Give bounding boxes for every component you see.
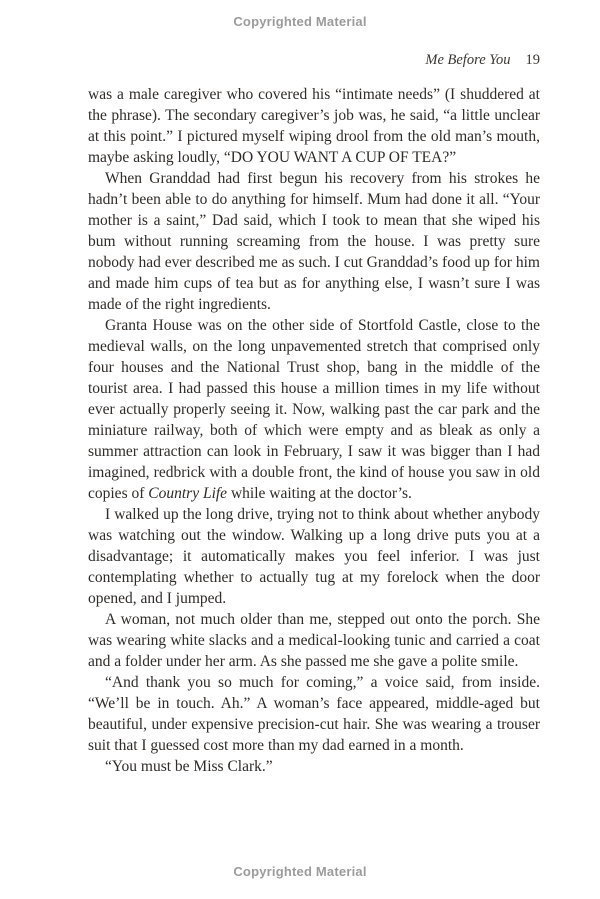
text-segment: When Granddad had first begun his recovery from his strokes he hadn’t been able to do anything for himself. Mum had done it all. “Your mother is a saint,” Dad said, which I took to mean that she wiped his bum without running screaming from the house. I was pretty sure nobody had ever described me as such. I cut Granddad’s food up for him and made him cups of tea but as for anything else, I wasn’t sure I was made of the right ingredients. — [88, 170, 540, 313]
copyright-notice-bottom: Copyrighted Material — [233, 864, 367, 879]
body-text — [88, 84, 540, 777]
paragraph — [88, 504, 540, 609]
paragraph — [88, 756, 540, 777]
copyright-notice-top: Copyrighted Material — [233, 14, 367, 29]
text-segment: Granta House was on the other side of Stortfold Castle, close to the medieval walls, on the long unpavemented stretch that comprised only four houses and the National Trust shop, bang in the middle of the tourist area. I had passed this house a million times in my life without ever actually properly seeing it. Now, walking past the car park and the miniature railway, both of which were empty and as bleak as only a summer attraction can look in February, I saw it was bigger than I had imagined, redbrick with a double front, the kind of house you saw in old copies of — [88, 317, 540, 502]
paragraph — [88, 315, 540, 504]
text-segment: A woman, not much older than me, stepped out onto the porch. She was wearing white slacks and a medical-looking tunic and carried a coat and a folder under her arm. As she passed me she gave a polite smile. — [88, 611, 540, 670]
text-segment: I walked up the long drive, trying not to think about whether anybody was watching out the window. Walking up a long drive puts you at a disadvantage; it automatically makes you feel inferior. I was just contemplating whether to actually tug at my forelock when the door opened, and I jumped. — [88, 506, 540, 607]
page-number: 19 — [525, 52, 540, 68]
text-segment: was a male caregiver who covered his “intimate needs” (I shuddered at the phrase). The secondary caregiver’s job was, he said, “a little unclear at this point.” I pictured myself wiping drool from the old man’s mouth, maybe asking loudly, “DO YOU WANT A CUP OF TEA?” — [88, 86, 540, 166]
paragraph — [88, 168, 540, 315]
running-header — [88, 52, 540, 69]
paragraph — [88, 609, 540, 672]
paragraph — [88, 84, 540, 168]
paragraph — [88, 672, 540, 756]
book-title: Me Before You — [425, 52, 511, 68]
text-segment: while waiting at the doctor’s. — [227, 485, 412, 502]
italic-text: Country Life — [148, 485, 228, 502]
text-segment: “You must be Miss Clark.” — [105, 758, 273, 775]
text-segment: “And thank you so much for coming,” a voice said, from inside. “We’ll be in touch. Ah.” A woman’s face appeared, middle-aged but beautiful, under expensive precision-cut hair. She was wearing a trouser suit that I guessed cost more than my dad earned in a month. — [88, 674, 540, 754]
